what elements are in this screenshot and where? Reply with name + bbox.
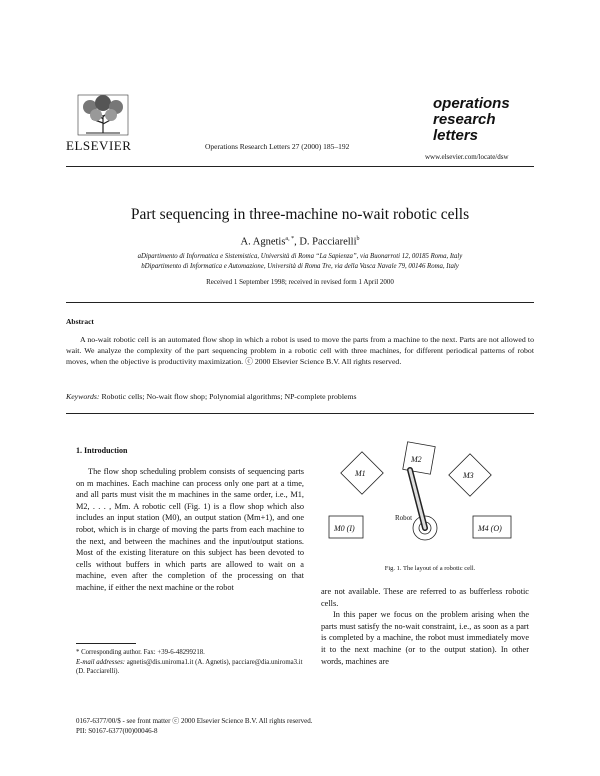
brand-line-2: research (433, 111, 496, 128)
header-rule (66, 166, 534, 167)
affiliation-b: bDipartimento di Informatica e Automazione, Università di Roma Tre, via della Vasca Navale 79, 00146 Roma, Italy (141, 263, 459, 270)
abstract-text: A no-wait robotic cell is an automated flow shop in which a robot is used to move the parts from a machine to the next. Parts are not allowed to wait. We analyze the complexity of the part sequencing problem in a robotic cell with three machines, for different periodical patterns of robot moves, when the objective is productivity maximization. ⓒ 2000 Elsevier Science B.V. All rights reserved. (66, 335, 534, 366)
right-paragraph-2: In this paper we focus on the problem arising when the parts must satisfy the no-wait constraint, i.e., as soon as a part is completed by a machine, the robot must immediately move it to the next machine (or to the output station). In other words, machines are (321, 610, 529, 666)
keywords (66, 392, 534, 401)
label-m3: M3 (463, 471, 474, 480)
email-list[interactable]: agnetis@dis.uniroma1.it (A. Agnetis), pacciare@dia.uniroma3.it (D. Pacciarelli). (76, 658, 303, 675)
journal-brand (433, 96, 533, 144)
figure-caption: Fig. 1. The layout of a robotic cell. (384, 565, 476, 572)
section-heading: 1. Introduction (76, 446, 128, 455)
label-m4: M4 (O) (478, 524, 502, 533)
label-robot: Robot (395, 514, 413, 522)
article-title: Part sequencing in three-machine no-wait robotic cells (130, 206, 470, 223)
label-m1: M1 (355, 469, 366, 478)
robotic-cell-figure (325, 440, 535, 560)
publisher-name: ELSEVIER (66, 138, 132, 153)
author-2-marks: b (356, 236, 360, 242)
footnote-rule (76, 643, 136, 644)
pii-line: PII: S0167-6377(00)00046-8 (76, 726, 158, 735)
right-column (321, 586, 529, 667)
intro-paragraph: The flow shop scheduling problem consists of sequencing parts on m machines. Each machine can process only one part at a time, and all parts must visit the m machines in the same order, i.e., M1, M2, . . . , Mm. A robotic cell (Fig. 1) is a flow shop which also includes an input station (M0), an output station (Mm+1), and one robot, which is in charge of moving the parts from each machine to the next, and between the machines and the input/output stations. Most of the existing literature on this subject has been devoted to cells without buffers in which parts are allowed to wait on a machine, even after the completion of the processing on that machine, if either the next machine or the robot (76, 467, 304, 592)
received-dates: Received 1 September 1998; received in revised form 1 April 2000 (206, 278, 394, 286)
keywords-list: Robotic cells; No-wait flow shop; Polynomial algorithms; NP-complete problems (99, 392, 357, 401)
keywords-label: Keywords: (66, 392, 100, 401)
email-addresses (76, 658, 304, 677)
front-matter (76, 717, 312, 736)
article-authors (0, 236, 600, 248)
robot-arm-core (410, 470, 425, 528)
affiliation-a: aDipartimento di Informatica e Sistemistica, Università di Roma “La Sapienza”, via Buonarroti 12, 00185 Roma, Italy (137, 253, 463, 260)
title-rule (66, 302, 534, 303)
abstract-heading: Abstract (66, 317, 94, 326)
brand-line-1: operations (433, 95, 510, 112)
issn-line: 0167-6377/00/$ - see front matter ⓒ 2000 Elsevier Science B.V. All rights reserved. (76, 717, 313, 725)
author-2: , D. Pacciarelli (294, 236, 357, 248)
brand-line-3: letters (433, 127, 479, 144)
label-m0: M0 (I) (334, 524, 355, 533)
left-column (76, 466, 304, 594)
author-1: A. Agnetis (240, 236, 286, 248)
journal-url[interactable]: www.elsevier.com/locate/dsw (425, 153, 509, 161)
footnotes (76, 648, 304, 677)
journal-reference: Operations Research Letters 27 (2000) 185–192 (205, 142, 350, 151)
abstract-rule (66, 413, 534, 414)
author-1-marks: a, * (285, 236, 295, 242)
label-m2: M2 (411, 455, 422, 464)
email-label: E-mail addresses: (76, 658, 126, 666)
right-paragraph-1: are not available. These are referred to as bufferless robotic cells. (321, 587, 529, 608)
corresponding-author: * Corresponding author. Fax: +39-6-48299218. (76, 649, 205, 656)
